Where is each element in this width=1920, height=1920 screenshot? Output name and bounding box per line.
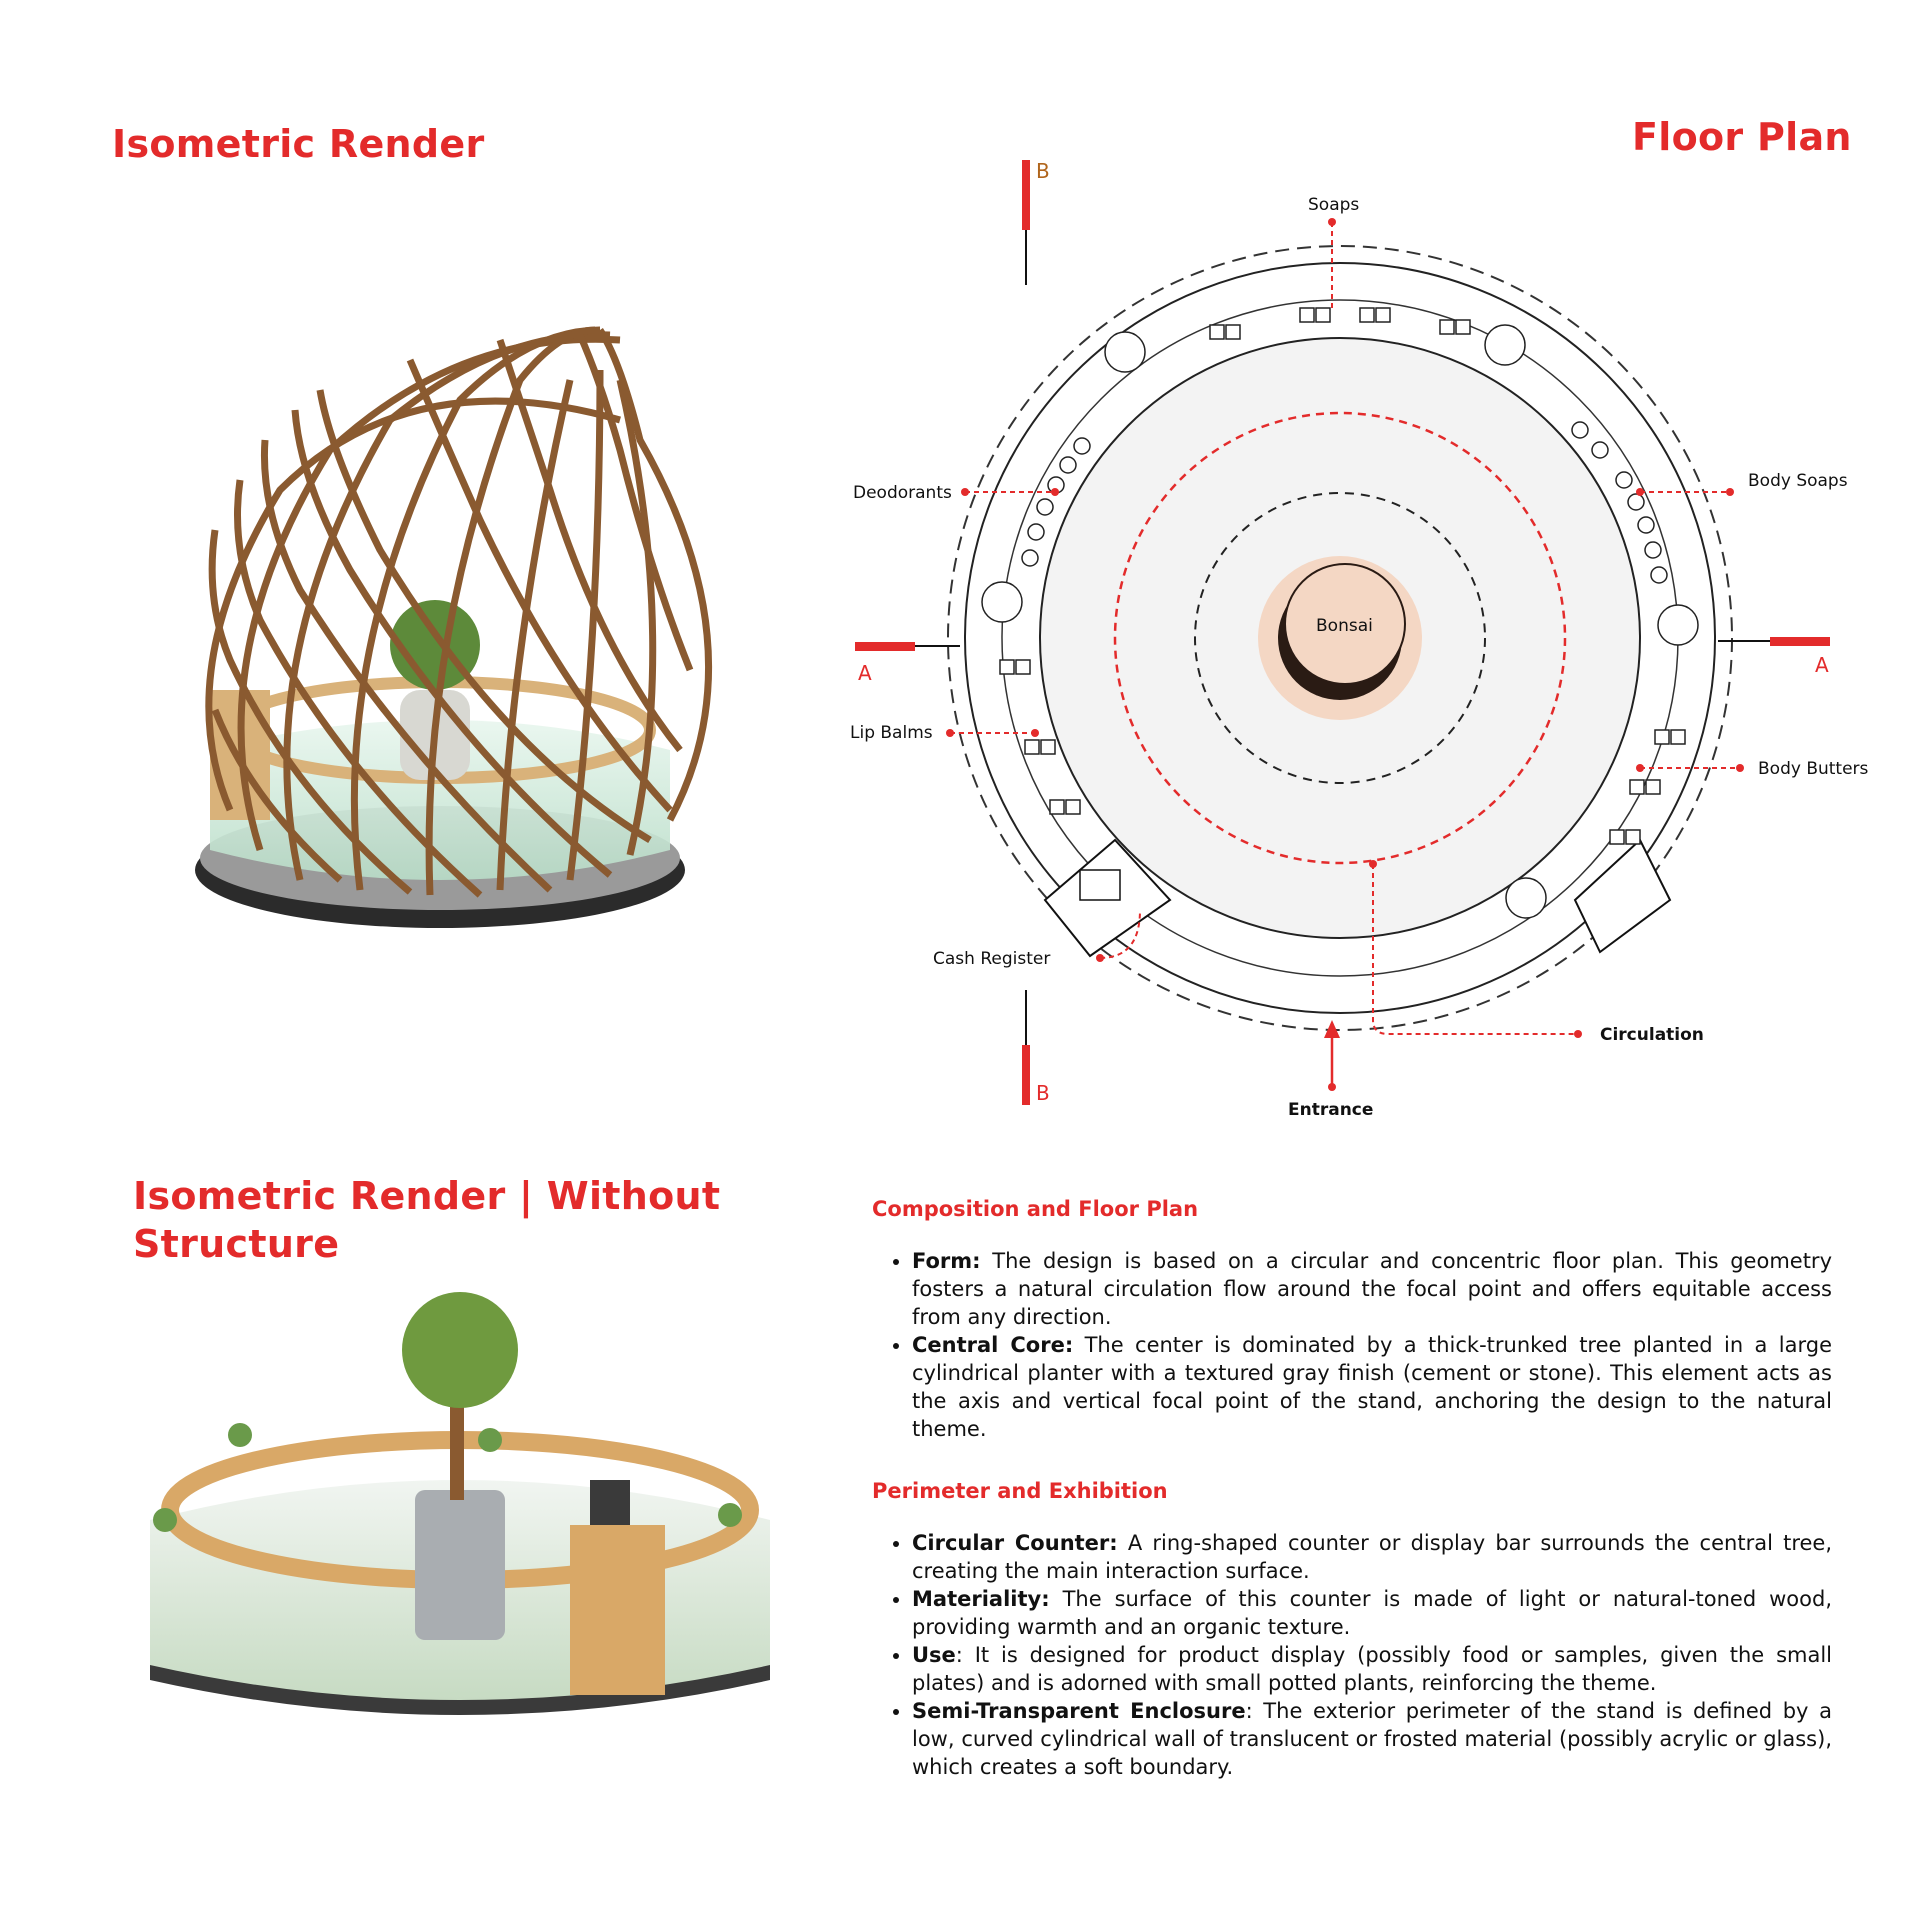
list-item: • Central Core: The center is dominated by a thick-trunked tree planted in a large cylindrical planter with a textured gray finish (cement or stone). This element acts as the axis and vertical focal point of the stand, anchoring the design to the natural theme. (912, 1331, 1832, 1443)
section-a-left: A (858, 661, 872, 685)
section-a-right: A (1815, 653, 1829, 677)
list-item: • Form: The design is based on a circular and concentric floor plan. This geometry fosters a natural circulation flow around the focal point and offers equitable access from any direction. (912, 1247, 1832, 1331)
tree-trunk (450, 1400, 464, 1500)
label-soaps: Soaps (1308, 195, 1360, 215)
isometric-without-structure-image (130, 1280, 830, 1750)
open-stand-illustration (130, 1280, 830, 1750)
list-item: • Materiality: The surface of this counter is made of light or natural-toned wood, providing warmth and an organic texture. (912, 1585, 1832, 1641)
lattice-pavilion-illustration (80, 190, 780, 1050)
subheading-perimeter: Perimeter and Exhibition (872, 1479, 1168, 1503)
subheading-composition: Composition and Floor Plan (872, 1197, 1199, 1221)
section-b-bottom: B (1036, 1081, 1050, 1105)
description-text (872, 1195, 1832, 1781)
heading-line-2: Structure (133, 1222, 340, 1266)
floor-plan-svg (840, 140, 1900, 1140)
heading-floor-plan: Floor Plan (1632, 115, 1852, 159)
list-item: • Circular Counter: A ring-shaped counter or display bar surrounds the central tree, creating the main interaction surface. (912, 1529, 1832, 1585)
label-entrance: Entrance (1288, 1100, 1374, 1120)
tree-canopy (402, 1292, 518, 1408)
label-lip-balms: Lip Balms (850, 723, 933, 743)
list-item: • Semi-Transparent Enclosure: The exterior perimeter of the stand is defined by a low, curved cylindrical wall of translucent or frosted material (possibly acrylic or glass), which creates a soft boundary. (912, 1697, 1832, 1781)
label-deodorants: Deodorants (853, 483, 952, 503)
cash-register (590, 1480, 630, 1525)
composition-list (872, 1247, 1832, 1443)
cash-counter (570, 1525, 665, 1695)
label-cash-register: Cash Register (933, 949, 1051, 969)
register-glyph (1080, 870, 1120, 900)
heading-line-1: Isometric Render | Without (133, 1174, 721, 1218)
section-b-top: B (1036, 159, 1050, 183)
label-bonsai: Bonsai (1316, 616, 1373, 636)
label-circulation: Circulation (1600, 1025, 1704, 1045)
label-body-butters: Body Butters (1758, 759, 1869, 779)
heading-isometric-render: Isometric Render (112, 122, 485, 166)
isometric-render-image (80, 190, 780, 1050)
planter (415, 1490, 505, 1640)
label-body-soaps: Body Soaps (1748, 471, 1848, 491)
floor-plan-diagram (840, 140, 1900, 1140)
list-item: • Use: It is designed for product display (possibly food or samples, given the small plates) and is adorned with small potted plants, reinforcing the theme. (912, 1641, 1832, 1697)
heading-isometric-without-structure (133, 1172, 720, 1268)
perimeter-list (872, 1529, 1832, 1781)
